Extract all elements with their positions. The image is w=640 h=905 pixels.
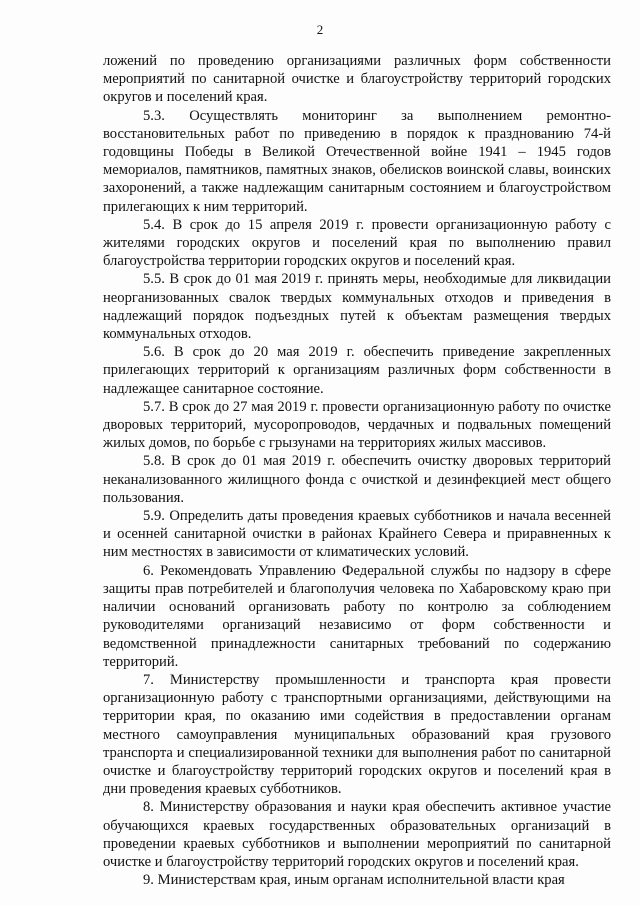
- paragraph-5-4: 5.4. В срок до 15 апреля 2019 г. провести организационную работу с жителями городских округов и поселений края по выполнению правил благоустройства территории городских округов и поселений края.: [103, 216, 611, 270]
- document-body: [103, 52, 611, 889]
- paragraph-7: 7. Министерству промышленности и транспорта края провести организационную работу с транспортными организациями, действующими на территории края, по оказанию ими содействия в предоставлении органам местного самоуправления муниципальных образований края грузового транспорта и специализированной техники для выполнения работ по санитарной очистке и благоустройству территорий городских округов и поселений края в дни проведения краевых субботников.: [103, 671, 611, 798]
- paragraph-5-5: 5.5. В срок до 01 мая 2019 г. принять меры, необходимые для ликвидации неорганизованных свалок твердых коммунальных отходов и приведения в надлежащий порядок подъездных путей к объектам размещения твердых коммунальных отходов.: [103, 271, 611, 343]
- page-number: 2: [316, 22, 324, 37]
- paragraph-continuation: ложений по проведению организациями различных форм собственности мероприятий по санитарной очистке и благоустройству территорий городских округов и поселений края.: [103, 53, 611, 106]
- paragraph-5-3: 5.3. Осуществлять мониторинг за выполнением ремонтно-восстановительных работ по приведению в порядок к празднованию 74-й годовщины Победы в Великой Отечественной войне 1941 – 1945 годов мемориалов, памятников, памятных знаков, обелисков воинской славы, воинских захоронений, а также надлежащим санитарным состоянием и благоустройством прилегающих к ним территорий.: [103, 107, 611, 215]
- paragraph-5-8: 5.8. В срок до 01 мая 2019 г. обеспечить очистку дворовых территорий неканализованного жилищного фонда с очисткой и дезинфекцией мест общего пользования.: [103, 453, 611, 506]
- paragraph-5-7: 5.7. В срок до 27 мая 2019 г. провести организационную работу по очистке дворовых территорий, мусоропроводов, чердачных и подвальных помещений жилых домов, по борьбе с грызунами на территориях жилых массивов.: [103, 398, 611, 452]
- paragraph-5-9: 5.9. Определить даты проведения краевых субботников и начала весенней и осенней санитарной очистки в районах Крайнего Севера и приравненных к ним местностях в зависимости от климатических условий.: [103, 508, 611, 561]
- paragraph-9: 9. Министерствам края, иным органам исполнительной власти края: [143, 872, 565, 889]
- paragraph-8: 8. Министерству образования и науки края обеспечить активное участие обучающихся краевых государственных образовательных организаций в проведении краевых субботников и выполнении мероприятий по санитарной очистке и благоустройству территорий городских округов и поселений края.: [103, 799, 611, 870]
- paragraph-6: 6. Рекомендовать Управлению Федеральной службы по надзору в сфере защиты прав потребителей и благополучия человека по Хабаровскому краю при наличии оснований организовать работу по контролю за соблюдением руководителями организаций независимо от форм собственности и ведомственной принадлежности санитарных требований по содержанию территорий.: [103, 562, 611, 670]
- paragraph-5-6: 5.6. В срок до 20 мая 2019 г. обеспечить приведение закрепленных прилегающих территорий к организациям различных форм собственности в надлежащее санитарное состояние.: [103, 344, 611, 397]
